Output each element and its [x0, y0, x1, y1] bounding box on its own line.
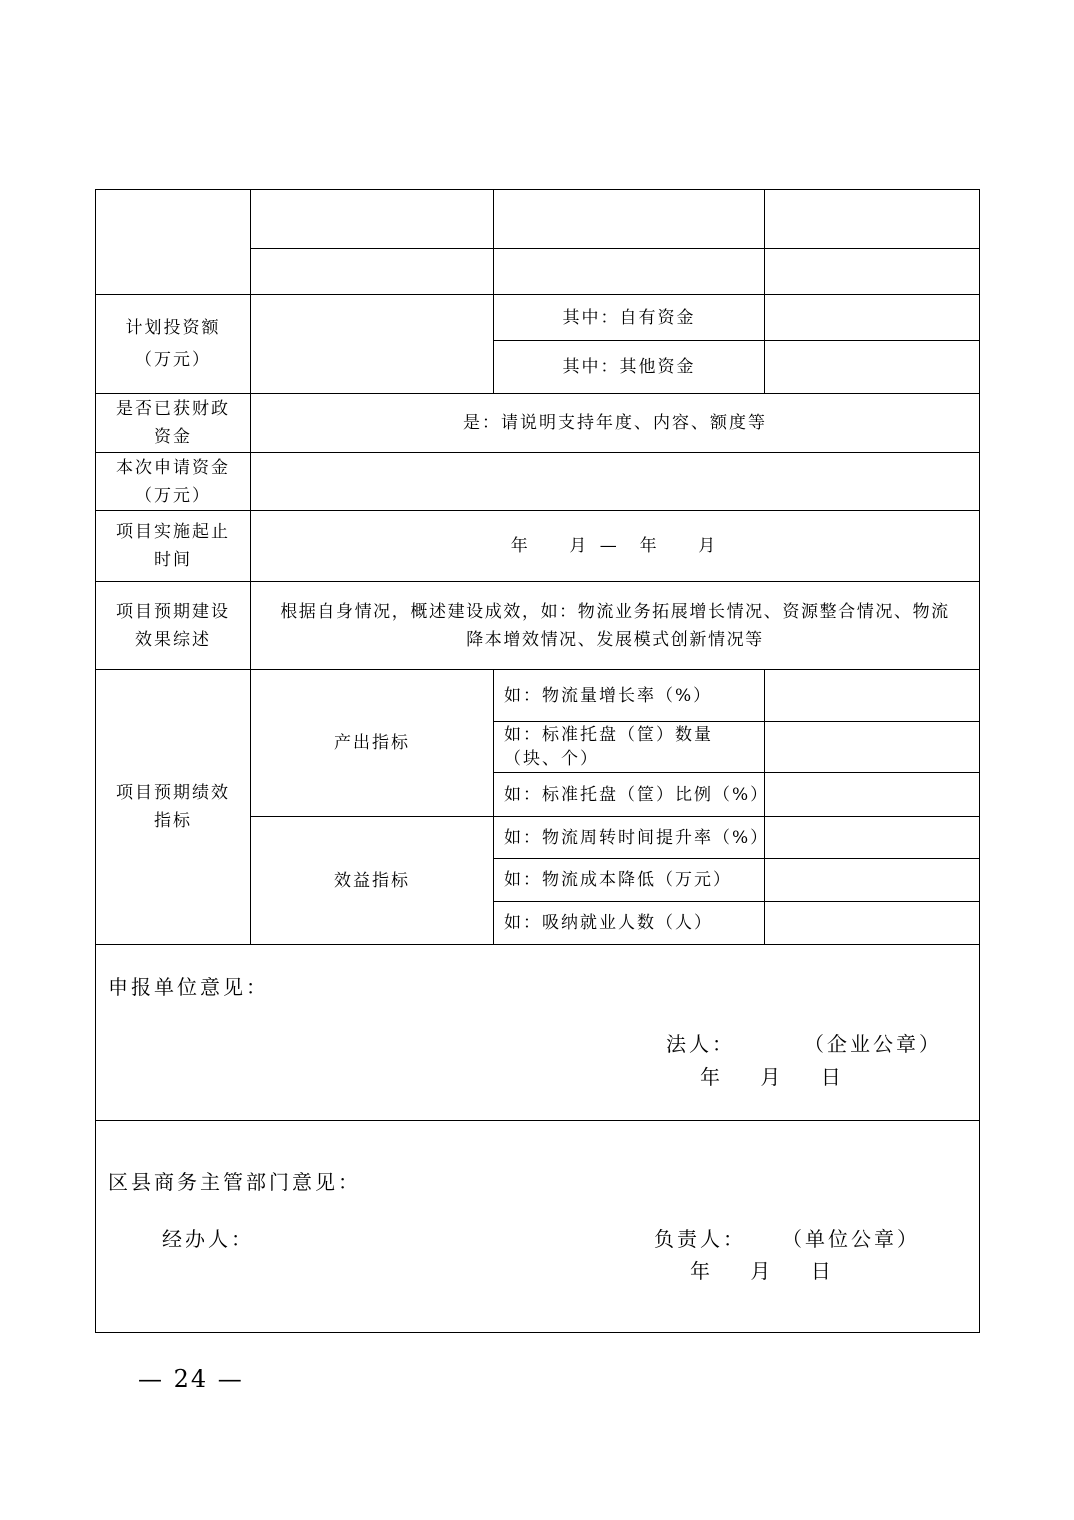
plan-investment-value[interactable]: [251, 295, 494, 394]
output-item-value[interactable]: [765, 722, 980, 773]
plan-investment-label-line1: 计划投资额: [125, 318, 221, 338]
fiscal-funds-label-line2: 资金: [154, 427, 192, 447]
benefit-item: 如：物流周转时间提升率（%）: [494, 817, 765, 859]
output-item: 如：物流量增长率（%）: [494, 670, 765, 722]
enterprise-seal-label: （企业公章）: [804, 1032, 942, 1056]
effect-label: [96, 582, 251, 670]
period-label-line2: 时间: [154, 550, 192, 570]
legal-person-label: 法人：: [666, 1032, 735, 1056]
page-number: — 24 —: [138, 1365, 244, 1393]
output-item-value[interactable]: [765, 670, 980, 722]
benefit-item: 如：吸纳就业人数（人）: [494, 902, 765, 945]
other-funds-value[interactable]: [765, 341, 980, 394]
district-opinion-title: 区县商务主管部门意见：: [108, 1170, 361, 1194]
fiscal-funds-hint[interactable]: 是：请说明支持年度、内容、额度等: [251, 394, 980, 453]
perf-label: [96, 670, 251, 945]
blank-cell[interactable]: [494, 249, 765, 295]
benefit-item: 如：物流成本降低（万元）: [494, 859, 765, 902]
apply-funds-label-line1: 本次申请资金: [116, 457, 230, 478]
own-funds-label: 其中：自有资金: [494, 295, 765, 341]
effect-hint-line2: 降本增效情况、发展模式创新情况等: [466, 629, 764, 650]
own-funds-value[interactable]: [765, 295, 980, 341]
blank-cell[interactable]: [494, 190, 765, 249]
effect-label-line1: 项目预期建设: [116, 601, 230, 622]
perf-label-line2: 指标: [154, 811, 192, 831]
period-value[interactable]: 年 月 — 年 月: [251, 511, 980, 582]
benefit-item-value[interactable]: [765, 817, 980, 859]
handler-label: 经办人：: [162, 1227, 254, 1251]
benefit-indicator-label: 效益指标: [251, 817, 494, 945]
period-label-line1: 项目实施起止: [116, 522, 230, 542]
district-date: 年 月 日: [690, 1259, 834, 1283]
blank-cell[interactable]: [765, 249, 980, 295]
plan-investment-label: [96, 295, 251, 394]
output-item-value[interactable]: [765, 773, 980, 817]
applicant-opinion-title: 申报单位意见：: [108, 975, 269, 999]
other-funds-label: 其中：其他资金: [494, 341, 765, 394]
blank-label-cell: [96, 190, 251, 295]
applicant-opinion-box[interactable]: [96, 945, 980, 1121]
blank-cell[interactable]: [251, 190, 494, 249]
fiscal-funds-label-line1: 是否已获财政: [116, 399, 230, 419]
output-indicator-label: 产出指标: [251, 670, 494, 817]
fiscal-funds-label: [96, 394, 251, 453]
effect-hint[interactable]: [251, 582, 980, 670]
apply-funds-label-line2: （万元）: [135, 485, 211, 506]
application-form-table: [95, 189, 980, 1333]
effect-label-line2: 效果综述: [135, 629, 211, 650]
applicant-date: 年 月 日: [700, 1065, 844, 1089]
blank-cell[interactable]: [251, 249, 494, 295]
benefit-item-value[interactable]: [765, 902, 980, 945]
blank-cell[interactable]: [765, 190, 980, 249]
apply-funds-value[interactable]: [251, 453, 980, 511]
output-item: 如：标准托盘（筐）比例（%）: [494, 773, 765, 817]
effect-hint-line1: 根据自身情况，概述建设成效，如：物流业务拓展增长情况、资源整合情况、物流: [280, 601, 950, 622]
unit-seal-label: （单位公章）: [782, 1227, 920, 1251]
plan-investment-label-line2: （万元）: [135, 350, 211, 370]
perf-label-line1: 项目预期绩效: [116, 783, 230, 803]
period-label: [96, 511, 251, 582]
benefit-item-value[interactable]: [765, 859, 980, 902]
output-item: 如：标准托盘（筐）数量（块、个）: [494, 722, 765, 773]
responsible-label: 负责人：: [654, 1227, 746, 1251]
district-opinion-box[interactable]: [96, 1121, 980, 1333]
apply-funds-label: [96, 453, 251, 511]
